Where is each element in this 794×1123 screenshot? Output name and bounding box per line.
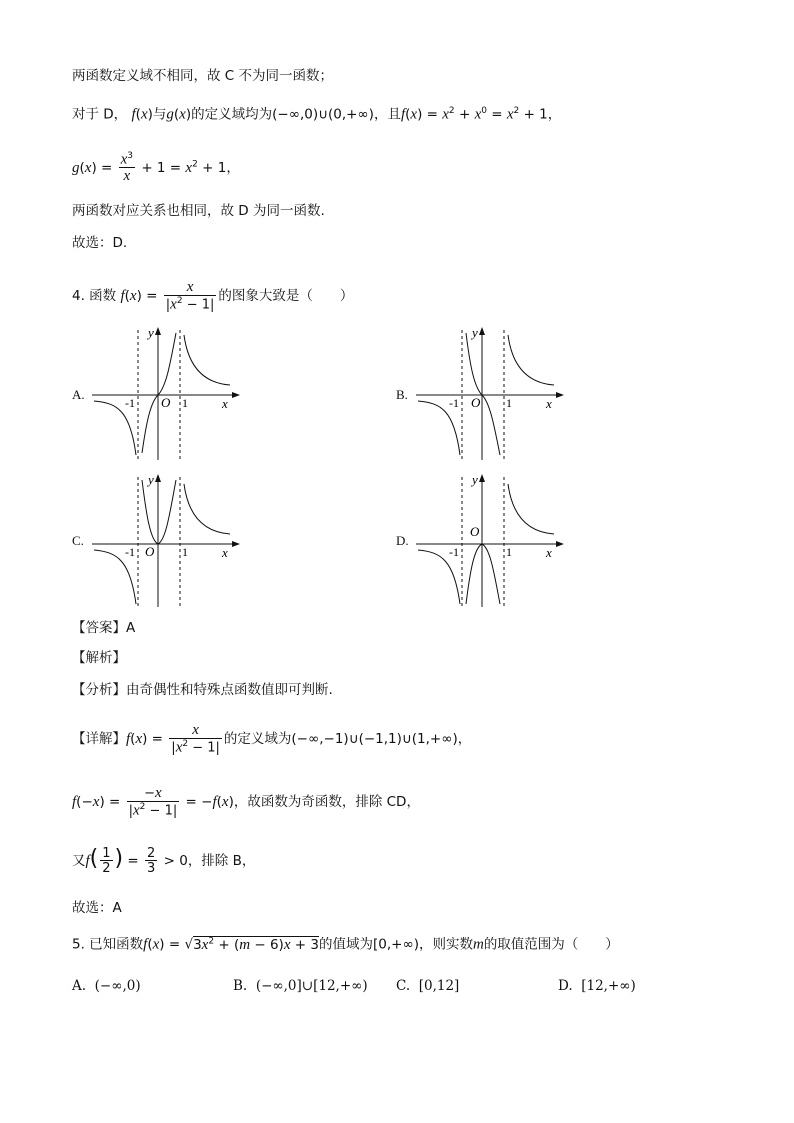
q5-option-d-label: D. — [558, 978, 573, 994]
q5-pre: 5. 已知函数 — [72, 936, 144, 953]
analysis-tag: 【解析】 — [72, 650, 126, 666]
question-4: 4. 函数 f(x) = $\frac{x}{|x^2 - 1|}$ 的图象大致是（ ） — [72, 279, 354, 313]
option-d-label: D. — [396, 533, 409, 548]
q5-option-a — [72, 980, 141, 994]
choose-4: 故选：A — [72, 900, 122, 916]
text-domain-phrase: 的定义域均为 — [191, 106, 273, 123]
neg-one-label: -1 — [449, 396, 459, 410]
text-line-4: 两函数对应关系也相同，故 D 为同一函数. — [72, 203, 325, 219]
graph-d — [416, 472, 566, 607]
q5-option-d — [558, 980, 636, 994]
y-axis-label: y — [472, 472, 478, 487]
neg-one-label: -1 — [125, 545, 135, 559]
q5-option-c-label: C. — [396, 978, 411, 994]
y-axis-label: y — [472, 325, 478, 340]
odd-line-tail: ，故函数为奇函数，排除 CD， — [233, 794, 420, 811]
xiangjie-mid: 的定义域为 — [223, 731, 292, 748]
origin-label: O — [470, 524, 480, 539]
neg-one-label: -1 — [449, 545, 459, 559]
text-comma: ， — [226, 160, 240, 177]
origin-label: O — [161, 395, 171, 410]
q5-tail2: 的取值范围为（ ） — [483, 936, 619, 953]
text-and: ，且 — [373, 106, 401, 123]
option-a-label: A. — [72, 387, 85, 402]
text-line-5: 故选：D. — [72, 235, 128, 251]
y-axis-label: y — [148, 472, 154, 487]
fenxi-text: 由奇偶性和特殊点函数值即可判断. — [126, 682, 333, 698]
pos-one-label: 1 — [506, 396, 512, 410]
q5-option-d-value: [12,+∞) — [581, 978, 636, 994]
origin-label: O — [471, 395, 481, 410]
option-c-label: C. — [72, 533, 84, 548]
q5-mid: 的值域为 — [318, 936, 373, 953]
pos-one-label: 1 — [182, 396, 188, 410]
q5-option-b-value: (−∞,0]∪[12,+∞) — [255, 978, 368, 994]
option-b-label: B. — [396, 387, 408, 402]
question-5: 5. 已知函数$f(x) = √3x^2 + (m - 6)x + 3$的值域为[0,+∞)，则实数m的取值范围为（ ） — [72, 936, 619, 953]
text-d-prefix: 对于 D， — [72, 106, 128, 123]
q5-option-a-label: A. — [72, 978, 87, 994]
q5-option-a-value: (−∞,0) — [94, 978, 141, 994]
q5-option-b-label: B. — [233, 978, 248, 994]
you-tail: ，排除 B， — [187, 853, 256, 869]
origin-label: O — [145, 544, 155, 559]
answer-value: A — [126, 620, 136, 636]
q5-option-b — [233, 980, 368, 994]
fenxi-line — [72, 684, 333, 698]
neg-one-label: -1 — [125, 396, 135, 410]
q4-number: 4. 函数 — [72, 288, 117, 305]
you-pre: 又 — [72, 853, 86, 869]
q5-option-c-value: [0,12] — [418, 978, 460, 994]
x-axis-label: x — [546, 396, 552, 411]
q5-tail: ，则实数 — [418, 936, 473, 953]
answer-tag: 【答案】 — [72, 620, 126, 636]
fenxi-tag: 【分析】 — [72, 682, 126, 698]
q4-tail: 的图象大致是（ ） — [218, 288, 354, 305]
you-line: 又f( $\frac{1}{2}$ ) = $\frac{2}{3}$ > 0，排除 B， — [72, 846, 256, 876]
graph-c — [92, 472, 242, 607]
text-line-2: 对于 D， f(x)与g(x)的定义域均为(−∞,0)∪(0,+∞)，且$f(x) = x^2 + x^0 = x^2 + 1$， — [72, 106, 562, 123]
graph-b — [416, 325, 566, 460]
pos-one-label: 1 — [506, 545, 512, 559]
text-line-1: 两函数定义域不相同，故 C 不为同一函数； — [72, 68, 334, 84]
q5-option-c — [396, 980, 459, 994]
x-axis-label: x — [222, 396, 228, 411]
odd-line: f(−x) = $\frac{-x}{|x^2 - 1|}$ = −f(x)，故函数为奇函数，排除 CD， — [72, 785, 420, 819]
x-axis-label: x — [546, 545, 552, 560]
graph-a — [92, 325, 242, 460]
pos-one-label: 1 — [182, 545, 188, 559]
xiangjie-tail: ， — [457, 731, 472, 748]
text-line-3: g(x) = $\frac{x^3}{x}$ + $1 = x^2 + 1$， — [72, 151, 240, 185]
xiangjie-line: 【详解】f(x) = $\frac{x}{|x^2 - 1|}$ 的定义域为(−∞,−1)∪(−1,1)∪(1,+∞)， — [72, 722, 472, 756]
y-axis-label: y — [148, 325, 154, 340]
answer-line — [72, 622, 135, 636]
xiangjie-tag: 【详解】 — [72, 731, 126, 748]
x-axis-label: x — [222, 545, 228, 560]
